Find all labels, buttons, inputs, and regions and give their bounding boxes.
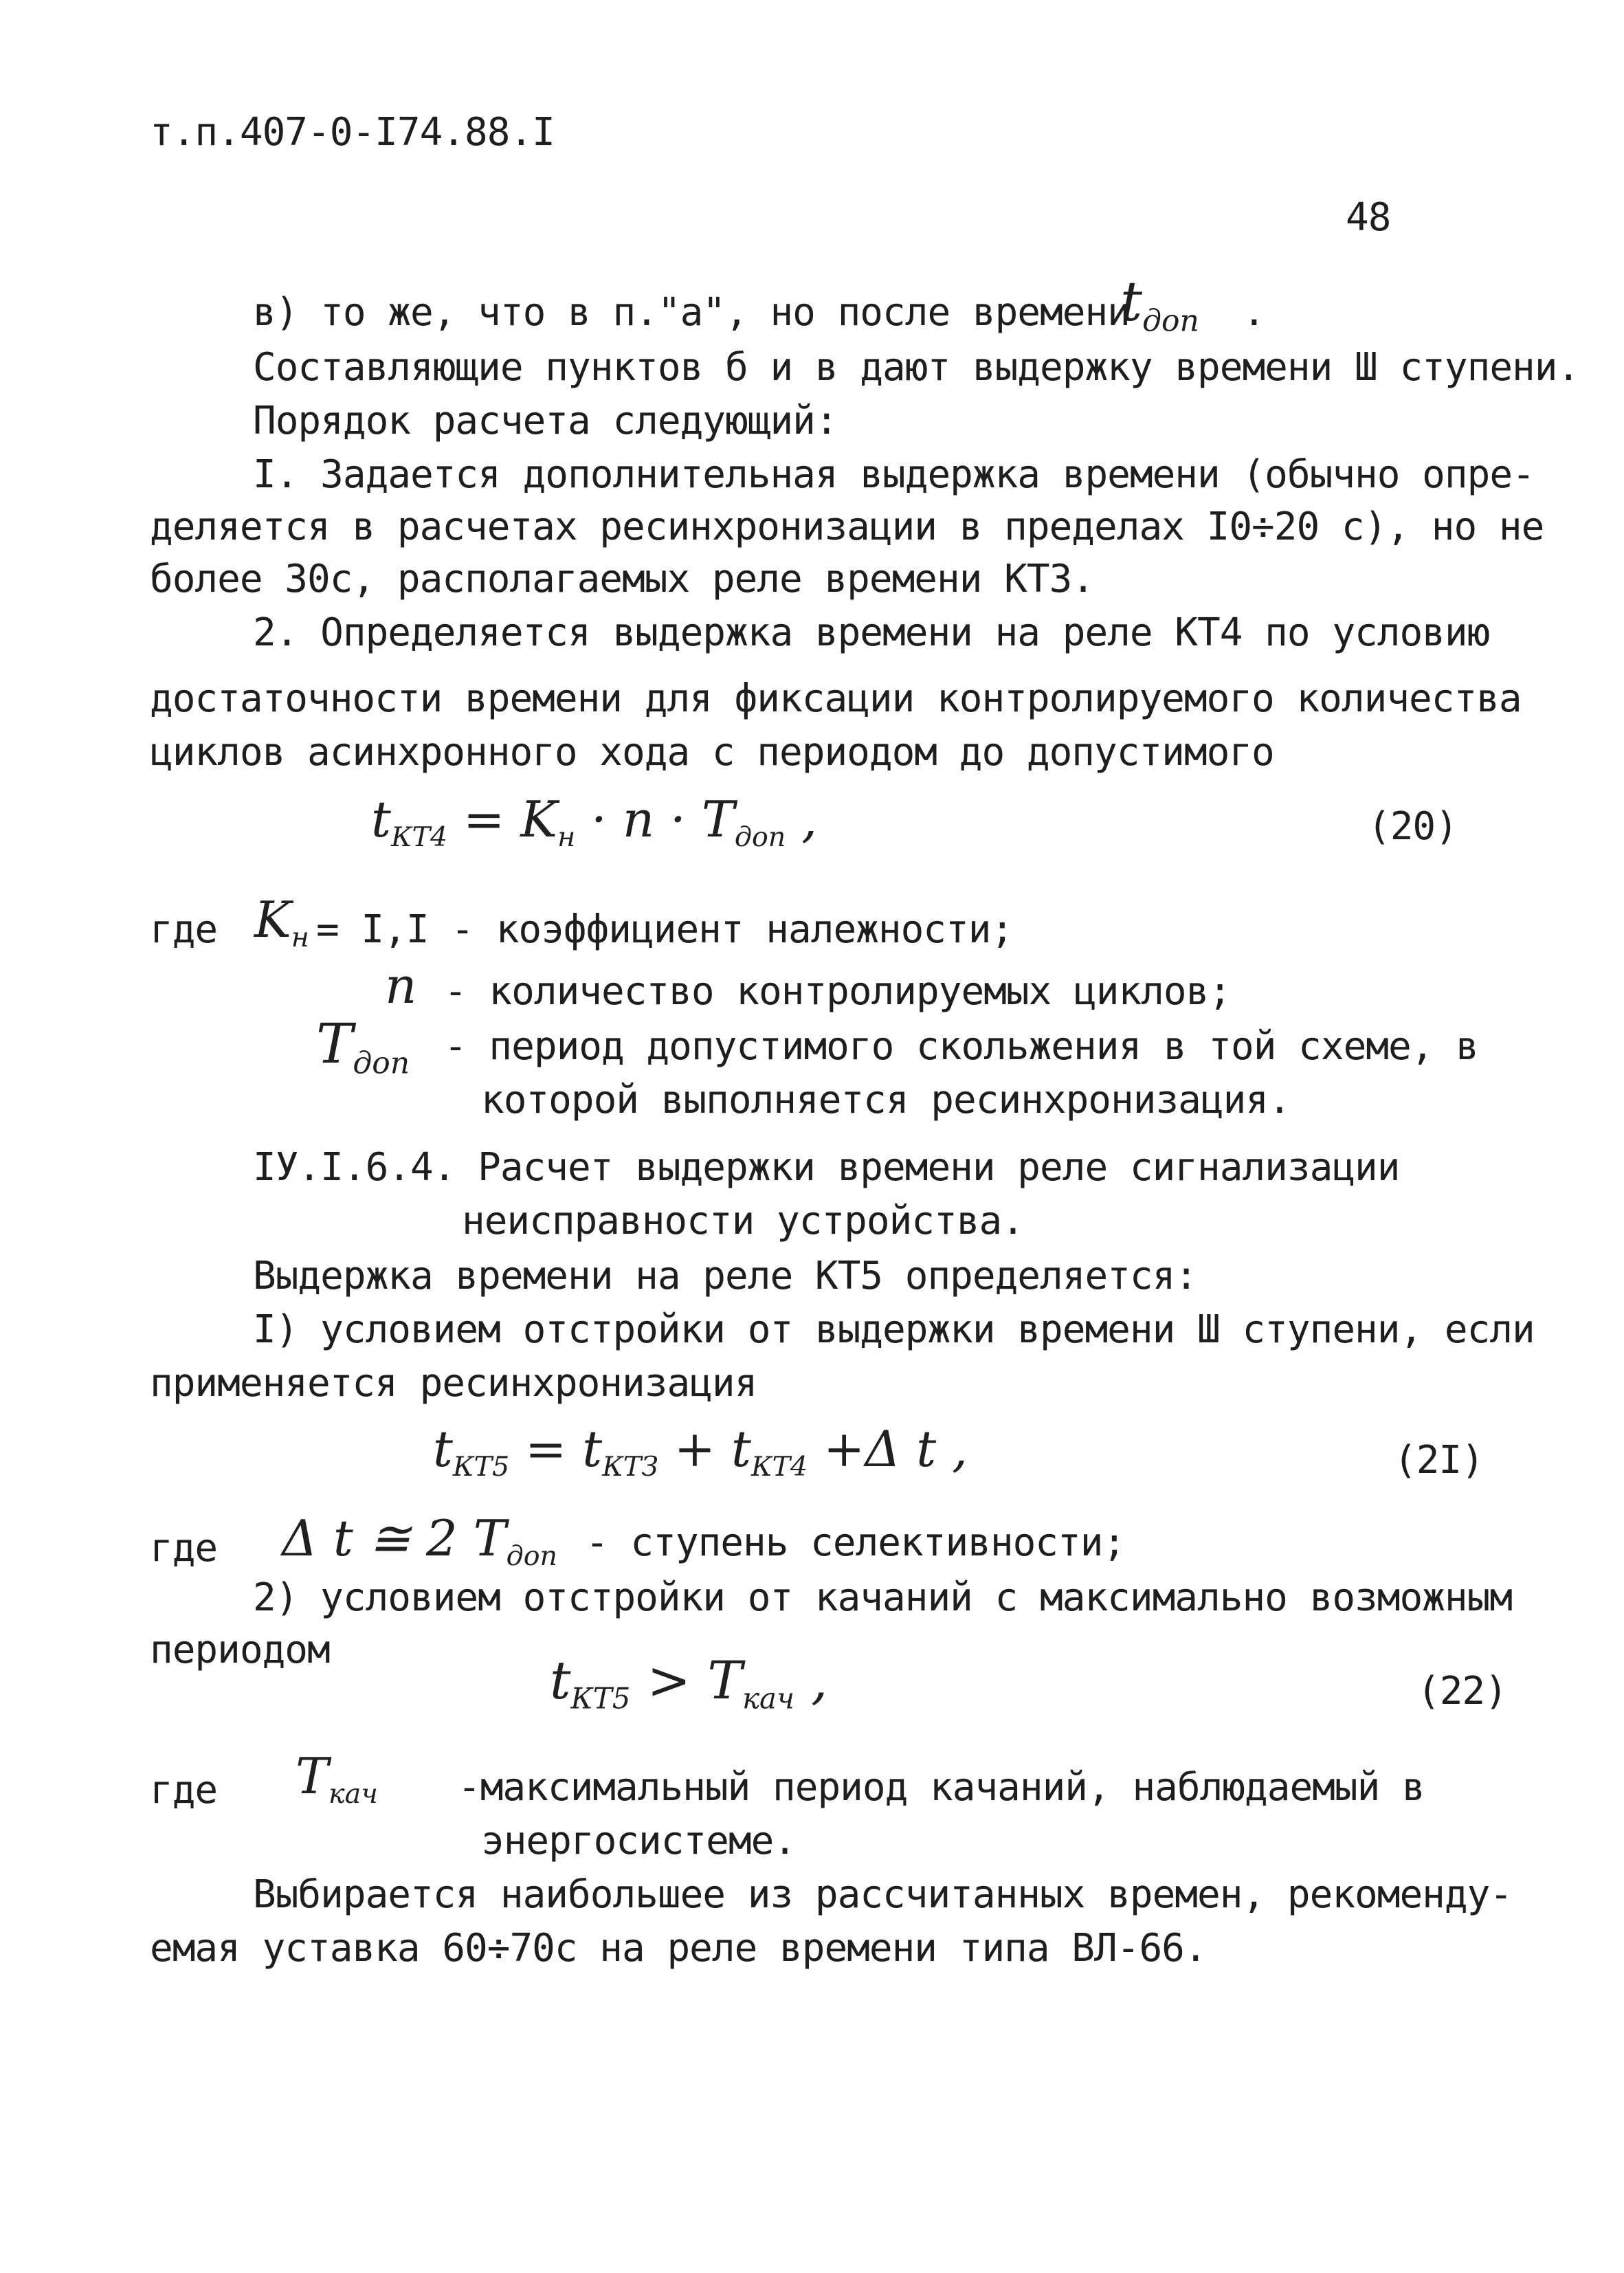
final-paragraph-line-2: емая уставка 60÷70с на реле времени типа ВЛ-66. xyxy=(150,1926,1207,1971)
formula-t-dop xyxy=(1120,269,1199,338)
condition-2-line-2: периодом xyxy=(150,1628,330,1672)
formula-22: $t_{КТ5} > T_{кач}$ , xyxy=(550,1650,828,1716)
formula-21: $t_{КТ5} = t_{КТЗ} + t_{КТ4} +\Delta$ t , xyxy=(433,1420,968,1483)
where-label: где xyxy=(150,1526,218,1571)
paragraph-line-end: . xyxy=(1243,290,1265,335)
list-item-1-line-3: более 30с, располагаемых реле времени КТЗ. xyxy=(150,557,1095,601)
formula-delta-t: Δ t ≅ 2 $T_{доп}$ xyxy=(282,1509,558,1572)
section-heading-line-2: неисправности устройства. xyxy=(462,1199,1024,1243)
paragraph-line: Выдержка времени на реле КТ5 определяется: xyxy=(253,1254,1198,1298)
formula-number-20: (20) xyxy=(1368,804,1458,849)
paragraph-line: Составляющие пунктов б и в дают выдержку времени Ш ступени. xyxy=(253,345,1580,390)
page-number: 48 xyxy=(1346,195,1391,240)
condition-2-line-1: 2) условием отстройки от качаний с максимально возможным xyxy=(253,1575,1513,1620)
condition-1-line-2: применяется ресинхронизация xyxy=(150,1361,757,1406)
formula-20: $t_{КТ4} = K_н \cdot n \cdot T_{доп}$ , xyxy=(371,790,818,853)
list-item-2-line-3: циклов асинхронного хода с периодом до допустимого xyxy=(150,730,1274,775)
where-desc: - ступень селективности; xyxy=(586,1520,1126,1565)
paragraph-line: Порядок расчета следующий: xyxy=(253,399,838,443)
formula-sub: доп xyxy=(1142,303,1199,339)
where-desc-3-line-2: которой выполняется ресинхронизация. xyxy=(481,1078,1291,1122)
symbol-t-kach: $T_{кач}$ xyxy=(296,1747,378,1810)
where-desc-3-line-1: - период допустимого скольжения в той схеме, в xyxy=(444,1024,1478,1069)
list-item-1-line-2: деляется в расчетах ресинхронизации в пределах I0÷20 с), но не xyxy=(150,505,1544,549)
where-label: где xyxy=(150,907,218,952)
document-code: т.п.407-0-I74.88.I xyxy=(150,110,555,155)
where-desc-line-2: энергосистеме. xyxy=(481,1819,797,1863)
symbol-t-dop: $T_{доп}$ xyxy=(316,1012,410,1081)
paragraph-line: в) то же, что в п."а", но после времени xyxy=(253,290,1130,335)
final-paragraph-line-1: Выбирается наибольшее из рассчитанных времен, рекоменду- xyxy=(253,1872,1513,1917)
list-item-2-line-1: 2. Определяется выдержка времени на реле КТ4 по условию xyxy=(253,610,1490,655)
formula-number-21: (2I) xyxy=(1394,1438,1484,1483)
condition-1-line-1: I) условием отстройки от выдержки времени Ш ступени, если xyxy=(253,1307,1535,1352)
section-heading-line-1: IУ.I.6.4. Расчет выдержки времени реле сигнализации xyxy=(253,1145,1400,1190)
where-desc-1: = I,I - коэффициент належности; xyxy=(316,907,1014,952)
symbol-kn: $K_н$ xyxy=(254,891,309,953)
formula-number-22: (22) xyxy=(1417,1669,1507,1714)
where-label: где xyxy=(150,1768,218,1812)
where-desc-2: - количество контролируемых циклов; xyxy=(444,969,1232,1014)
list-item-1-line-1: I. Задается дополнительная выдержка времени (обычно опре- xyxy=(253,452,1535,497)
where-desc-line-1: -максимальный период качаний, наблюдаемый в xyxy=(458,1765,1425,1810)
symbol-n: n xyxy=(385,957,417,1014)
formula-var: t xyxy=(1120,269,1143,333)
list-item-2-line-2: достаточности времени для фиксации контролируемого количества xyxy=(150,676,1522,721)
